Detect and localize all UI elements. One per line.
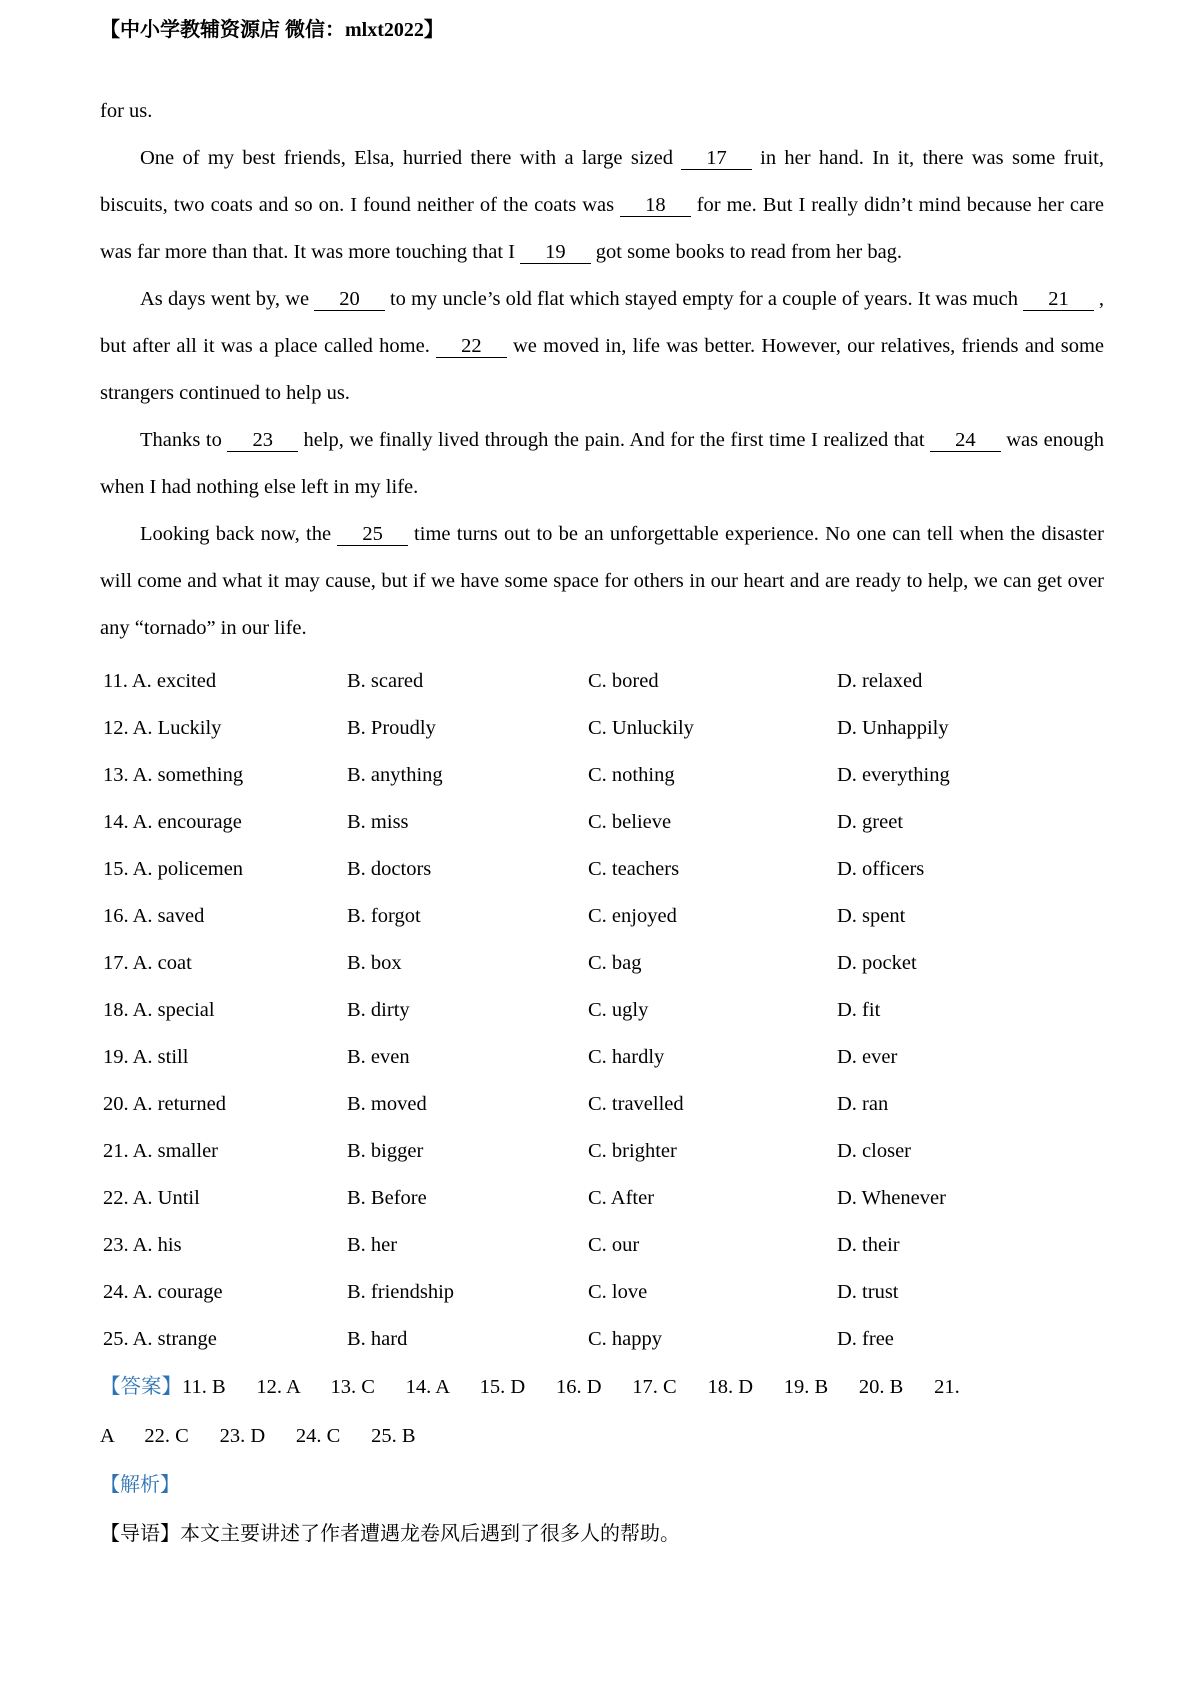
option-c-q13: C. nothing [588,764,675,786]
option-c-q17: C. bag [588,952,642,974]
option-c-q20: C. travelled [588,1093,684,1115]
option-d-q16: D. spent [837,905,906,927]
passage-text: time turns out to be an unforgettable experience. No one can tell when the disaster will come and what it may cause, but if we have some space for others in our heart and are ready to help, we can get over any “tornado” in our life. [100,523,1104,639]
passage-paragraph [100,276,1104,417]
option-a-q15: 15. A. policemen [103,858,244,880]
passage-text: Thanks to [140,429,228,451]
option-b-q19: B. even [347,1046,410,1068]
question-row-21 [103,1128,1104,1175]
option-a-q12: 12. A. Luckily [103,717,222,739]
answer-line-1 [100,1363,1104,1412]
answer-values-line1: 11. B 12. A 13. C 14. A 15. D 16. D 17. C 18. D 19. B 20. B 21. [182,1376,960,1398]
option-b-q23: B. her [347,1234,398,1256]
passage-text: , but after all it was a place called home. [100,288,1105,357]
intro-text: 本文主要讲述了作者遭遇龙卷风后遇到了很多人的帮助。 [180,1523,680,1545]
question-row-25 [103,1316,1104,1363]
passage-text: was enough when I had nothing else left in my life. [100,429,1104,498]
question-row-11 [103,658,1104,705]
passage-text: for me. But I really didn’t mind because her care was far more than that. It was more touching that I [100,194,1105,263]
passage-text: As days went by, we [140,288,315,310]
option-a-q23: 23. A. his [103,1234,182,1256]
option-b-q25: B. hard [347,1328,408,1350]
intro-label: 【导语】 [100,1523,180,1545]
analysis-label: 【解析】 [100,1474,180,1496]
passage-text: Looking back now, the [140,523,338,545]
cloze-blank-22: 22 [436,335,507,358]
option-b-q13: B. anything [347,764,443,786]
question-options-list [103,658,1104,1363]
cloze-blank-25: 25 [337,523,408,546]
option-c-q21: C. brighter [588,1140,677,1162]
option-d-q25: D. free [837,1328,894,1350]
question-row-20 [103,1081,1104,1128]
option-c-q15: C. teachers [588,858,680,880]
option-c-q18: C. ugly [588,999,649,1021]
question-row-14 [103,799,1104,846]
option-c-q12: C. Unluckily [588,717,694,739]
option-a-q19: 19. A. still [103,1046,189,1068]
question-row-23 [103,1222,1104,1269]
option-d-q13: D. everything [837,764,950,786]
option-c-q16: C. enjoyed [588,905,677,927]
option-b-q24: B. friendship [347,1281,455,1303]
option-d-q17: D. pocket [837,952,917,974]
passage-text: in her hand. In it, there was some fruit, biscuits, two coats and so on. I found neither of the coats was [100,147,1104,216]
option-a-q25: 25. A. strange [103,1328,217,1350]
option-d-q23: D. their [837,1234,900,1256]
option-b-q12: B. Proudly [347,717,436,739]
option-c-q14: C. believe [588,811,672,833]
option-c-q11: C. bored [588,670,659,692]
option-b-q14: B. miss [347,811,409,833]
passage-paragraph [100,511,1104,652]
option-c-q23: C. our [588,1234,640,1256]
option-b-q21: B. bigger [347,1140,424,1162]
passage-text: we moved in, life was better. However, our relatives, friends and some strangers continued to help us. [100,335,1105,404]
question-row-13 [103,752,1104,799]
option-a-q22: 22. A. Until [103,1187,200,1209]
answer-section [100,1363,1104,1461]
option-a-q18: 18. A. special [103,999,215,1021]
cloze-blank-21: 21 [1023,288,1094,311]
option-a-q24: 24. A. courage [103,1281,223,1303]
shop-banner: 【中小学教辅资源店 微信：mlxt2022】 [100,19,444,41]
passage-text: got some books to read from her bag. [590,241,903,263]
option-a-q20: 20. A. returned [103,1093,226,1115]
option-d-q24: D. trust [837,1281,899,1303]
question-row-18 [103,987,1104,1034]
question-row-17 [103,940,1104,987]
option-a-q14: 14. A. encourage [103,811,242,833]
option-a-q13: 13. A. something [103,764,244,786]
option-a-q21: 21. A. smaller [103,1140,219,1162]
cloze-blank-20: 20 [314,288,385,311]
answer-label: 【答案】 [100,1376,182,1398]
analysis-section [100,1461,1104,1510]
option-b-q16: B. forgot [347,905,421,927]
passage-text: for us. [100,100,153,122]
option-d-q11: D. relaxed [837,670,923,692]
option-a-q11: 11. A. excited [103,670,217,692]
option-c-q19: C. hardly [588,1046,665,1068]
passage-text: help, we finally lived through the pain. And for the first time I realized that [297,429,931,451]
intro-section [100,1510,1104,1559]
option-d-q20: D. ran [837,1093,889,1115]
option-b-q17: B. box [347,952,402,974]
option-d-q12: D. Unhappily [837,717,949,739]
option-c-q22: C. After [588,1187,655,1209]
cloze-passage [100,88,1104,652]
cloze-blank-18: 18 [620,194,691,217]
question-row-16 [103,893,1104,940]
option-a-q16: 16. A. saved [103,905,205,927]
answer-values-line2: A 22. C 23. D 24. C 25. B [100,1425,416,1447]
question-row-12 [103,705,1104,752]
option-d-q14: D. greet [837,811,904,833]
question-row-19 [103,1034,1104,1081]
option-c-q25: C. happy [588,1328,663,1350]
question-row-22 [103,1175,1104,1222]
option-d-q22: D. Whenever [837,1187,946,1209]
option-b-q22: B. Before [347,1187,427,1209]
option-b-q18: B. dirty [347,999,410,1021]
option-d-q19: D. ever [837,1046,898,1068]
cloze-blank-23: 23 [227,429,298,452]
passage-text: One of my best friends, Elsa, hurried there with a large sized [140,147,682,169]
question-row-15 [103,846,1104,893]
option-d-q18: D. fit [837,999,881,1021]
option-d-q21: D. closer [837,1140,912,1162]
question-row-24 [103,1269,1104,1316]
option-d-q15: D. officers [837,858,925,880]
option-c-q24: C. love [588,1281,648,1303]
option-a-q17: 17. A. coat [103,952,192,974]
option-b-q20: B. moved [347,1093,427,1115]
option-b-q11: B. scared [347,670,424,692]
passage-paragraph [100,135,1104,276]
passage-paragraph [100,88,1104,135]
cloze-blank-24: 24 [930,429,1001,452]
cloze-blank-19: 19 [520,241,591,264]
passage-paragraph [100,417,1104,511]
cloze-blank-17: 17 [681,147,752,170]
passage-text: to my uncle’s old flat which stayed empty for a couple of years. It was much [384,288,1024,310]
option-b-q15: B. doctors [347,858,432,880]
